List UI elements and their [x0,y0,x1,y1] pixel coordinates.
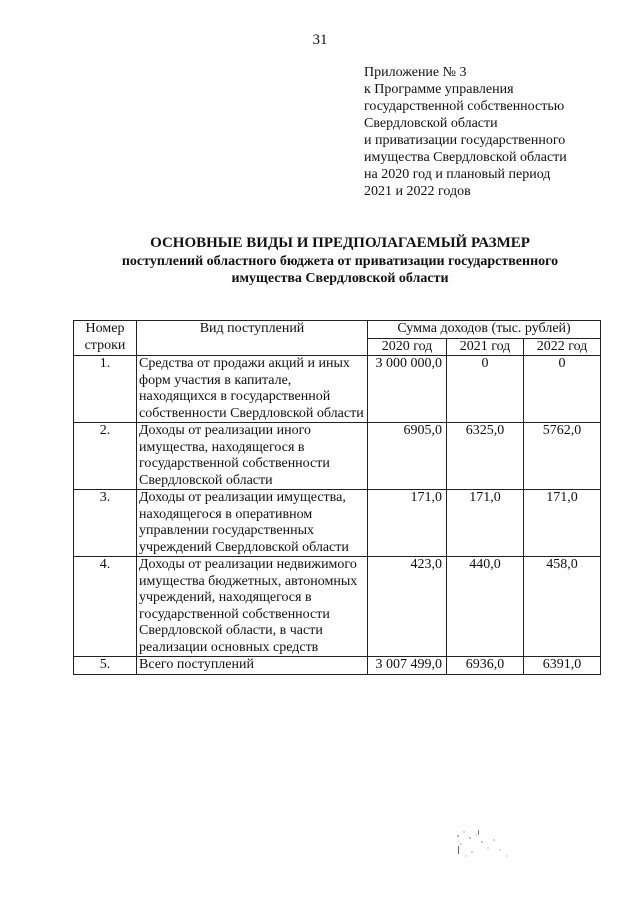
row-kind: Всего поступлений [137,657,368,675]
table-row [74,557,601,657]
table-row [74,490,601,557]
table-row-total [74,657,601,675]
row-value-2020: 3 007 499,0 [368,657,447,675]
document-heading [60,234,620,287]
appendix-line: и приватизации государственного [364,133,566,148]
row-number: 3. [74,490,137,557]
appendix-line: на 2020 год и плановый период [364,167,551,182]
row-kind: Доходы от реализации имущества, находящегося в оперативном управлении государственных учреждений Свердловской области [137,490,368,557]
row-kind: Доходы от реализации иного имущества, находящегося в государственной собственности Свердловской области [137,423,368,490]
heading-subtitle-line1: поступлений областного бюджета от приватизации государственного [121,254,559,269]
heading-subtitle-line2: имущества Свердловской области [231,271,449,286]
revenue-table [73,320,601,675]
row-number: 1. [74,356,137,423]
row-value-2021: 440,0 [447,557,524,657]
heading-title: ОСНОВНЫЕ ВИДЫ И ПРЕДПОЛАГАЕМЫЙ РАЗМЕР [150,235,530,251]
row-value-2022: 458,0 [524,557,601,657]
row-number: 4. [74,557,137,657]
table-header-row [74,321,601,339]
row-number: 5. [74,657,137,675]
row-value-2020: 3 000 000,0 [368,356,447,423]
row-kind: Средства от продажи акций и иных форм участия в капитале, находящихся в государственной собственности Свердловской области [137,356,368,423]
page-number: 31 [312,32,328,48]
row-value-2022: 0 [524,356,601,423]
row-value-2021: 171,0 [447,490,524,557]
row-value-2022: 171,0 [524,490,601,557]
header-number: Номер строки [74,321,137,356]
table-row [74,423,601,490]
appendix-line: Приложение № 3 [364,65,467,80]
appendix-block [364,64,634,200]
header-kind: Вид поступлений [137,321,368,356]
row-value-2021: 6936,0 [447,657,524,675]
row-value-2020: 171,0 [368,490,447,557]
row-value-2020: 423,0 [368,557,447,657]
row-value-2022: 6391,0 [524,657,601,675]
row-kind: Доходы от реализации недвижимого имущества бюджетных, автономных учреждений, находящегося в государственной собственности Свердловской области, в части реализации основных средств [137,557,368,657]
row-value-2021: 6325,0 [447,423,524,490]
appendix-line: имущества Свердловской области [364,150,567,165]
appendix-line: государственной собственностью [364,99,565,114]
header-2022: 2022 год [524,338,601,356]
header-2020: 2020 год [368,338,447,356]
row-value-2021: 0 [447,356,524,423]
table-row [74,356,601,423]
appendix-line: 2021 и 2022 годов [364,184,471,199]
header-2021: 2021 год [447,338,524,356]
appendix-line: Свердловской области [364,116,498,131]
scan-speckle-mark [452,826,522,862]
header-sum: Сумма доходов (тыс. рублей) [368,321,601,339]
row-value-2020: 6905,0 [368,423,447,490]
row-value-2022: 5762,0 [524,423,601,490]
row-number: 2. [74,423,137,490]
appendix-line: к Программе управления [364,82,514,97]
